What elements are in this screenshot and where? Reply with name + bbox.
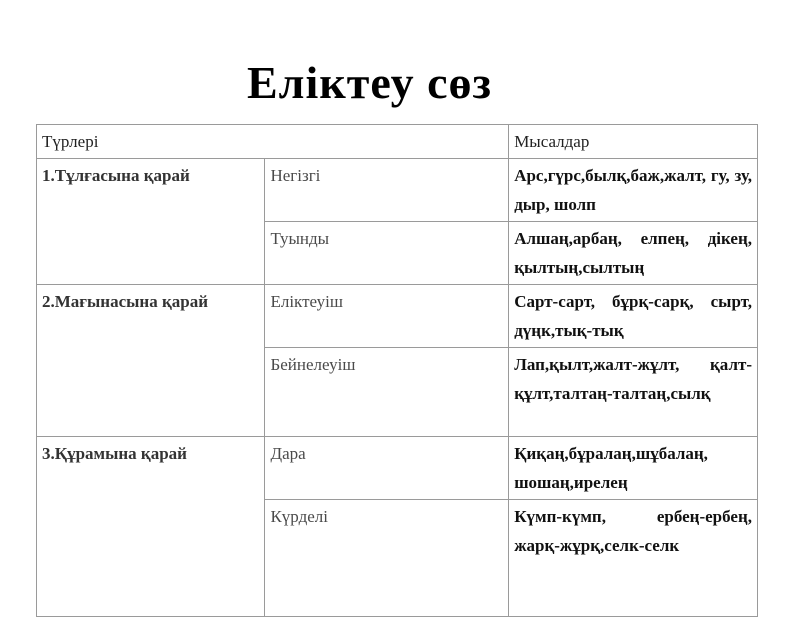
table-row: [37, 159, 758, 222]
examples-cell: Сарт-сарт, бұрқ-сарқ, сырт, дүңк,тық-тық: [509, 285, 758, 348]
group-label-meaning: 2.Мағынасына қарай: [37, 285, 265, 437]
group-label-form: 1.Тұлғасына қарай: [37, 159, 265, 285]
page-title: Еліктеу сөз: [247, 57, 493, 108]
examples-cell: Лап,қылт,жалт-жұлт, қалт-құлт,талтаң-талтаң,сылқ: [509, 348, 758, 437]
examples-cell: Қиқаң,бұралаң,шұбалаң, шошаң,ирелең: [509, 437, 758, 500]
examples-cell: Арс,гүрс,былқ,баж,жалт, гу, зу, дыр, шолп: [509, 159, 758, 222]
subtype-cell: Күрделі: [265, 500, 509, 617]
subtype-cell: Еліктеуіш: [265, 285, 509, 348]
word-types-table: [36, 124, 758, 617]
subtype-cell: Дара: [265, 437, 509, 500]
table-row: [37, 437, 758, 500]
table-row: [37, 285, 758, 348]
subtype-cell: Негізгі: [265, 159, 509, 222]
examples-cell: Алшаң,арбаң, елпең, дікең, қылтың,сылтың: [509, 222, 758, 285]
examples-cell: Күмп-күмп, ербең-ербең, жарқ-жұрқ,селк-селк: [509, 500, 758, 617]
group-label-structure: 3.Құрамына қарай: [37, 437, 265, 617]
table-header-row: [37, 125, 758, 159]
subtype-cell: Бейнелеуіш: [265, 348, 509, 437]
header-types: Түрлері: [37, 125, 509, 159]
subtype-cell: Туынды: [265, 222, 509, 285]
header-examples: Мысалдар: [509, 125, 758, 159]
